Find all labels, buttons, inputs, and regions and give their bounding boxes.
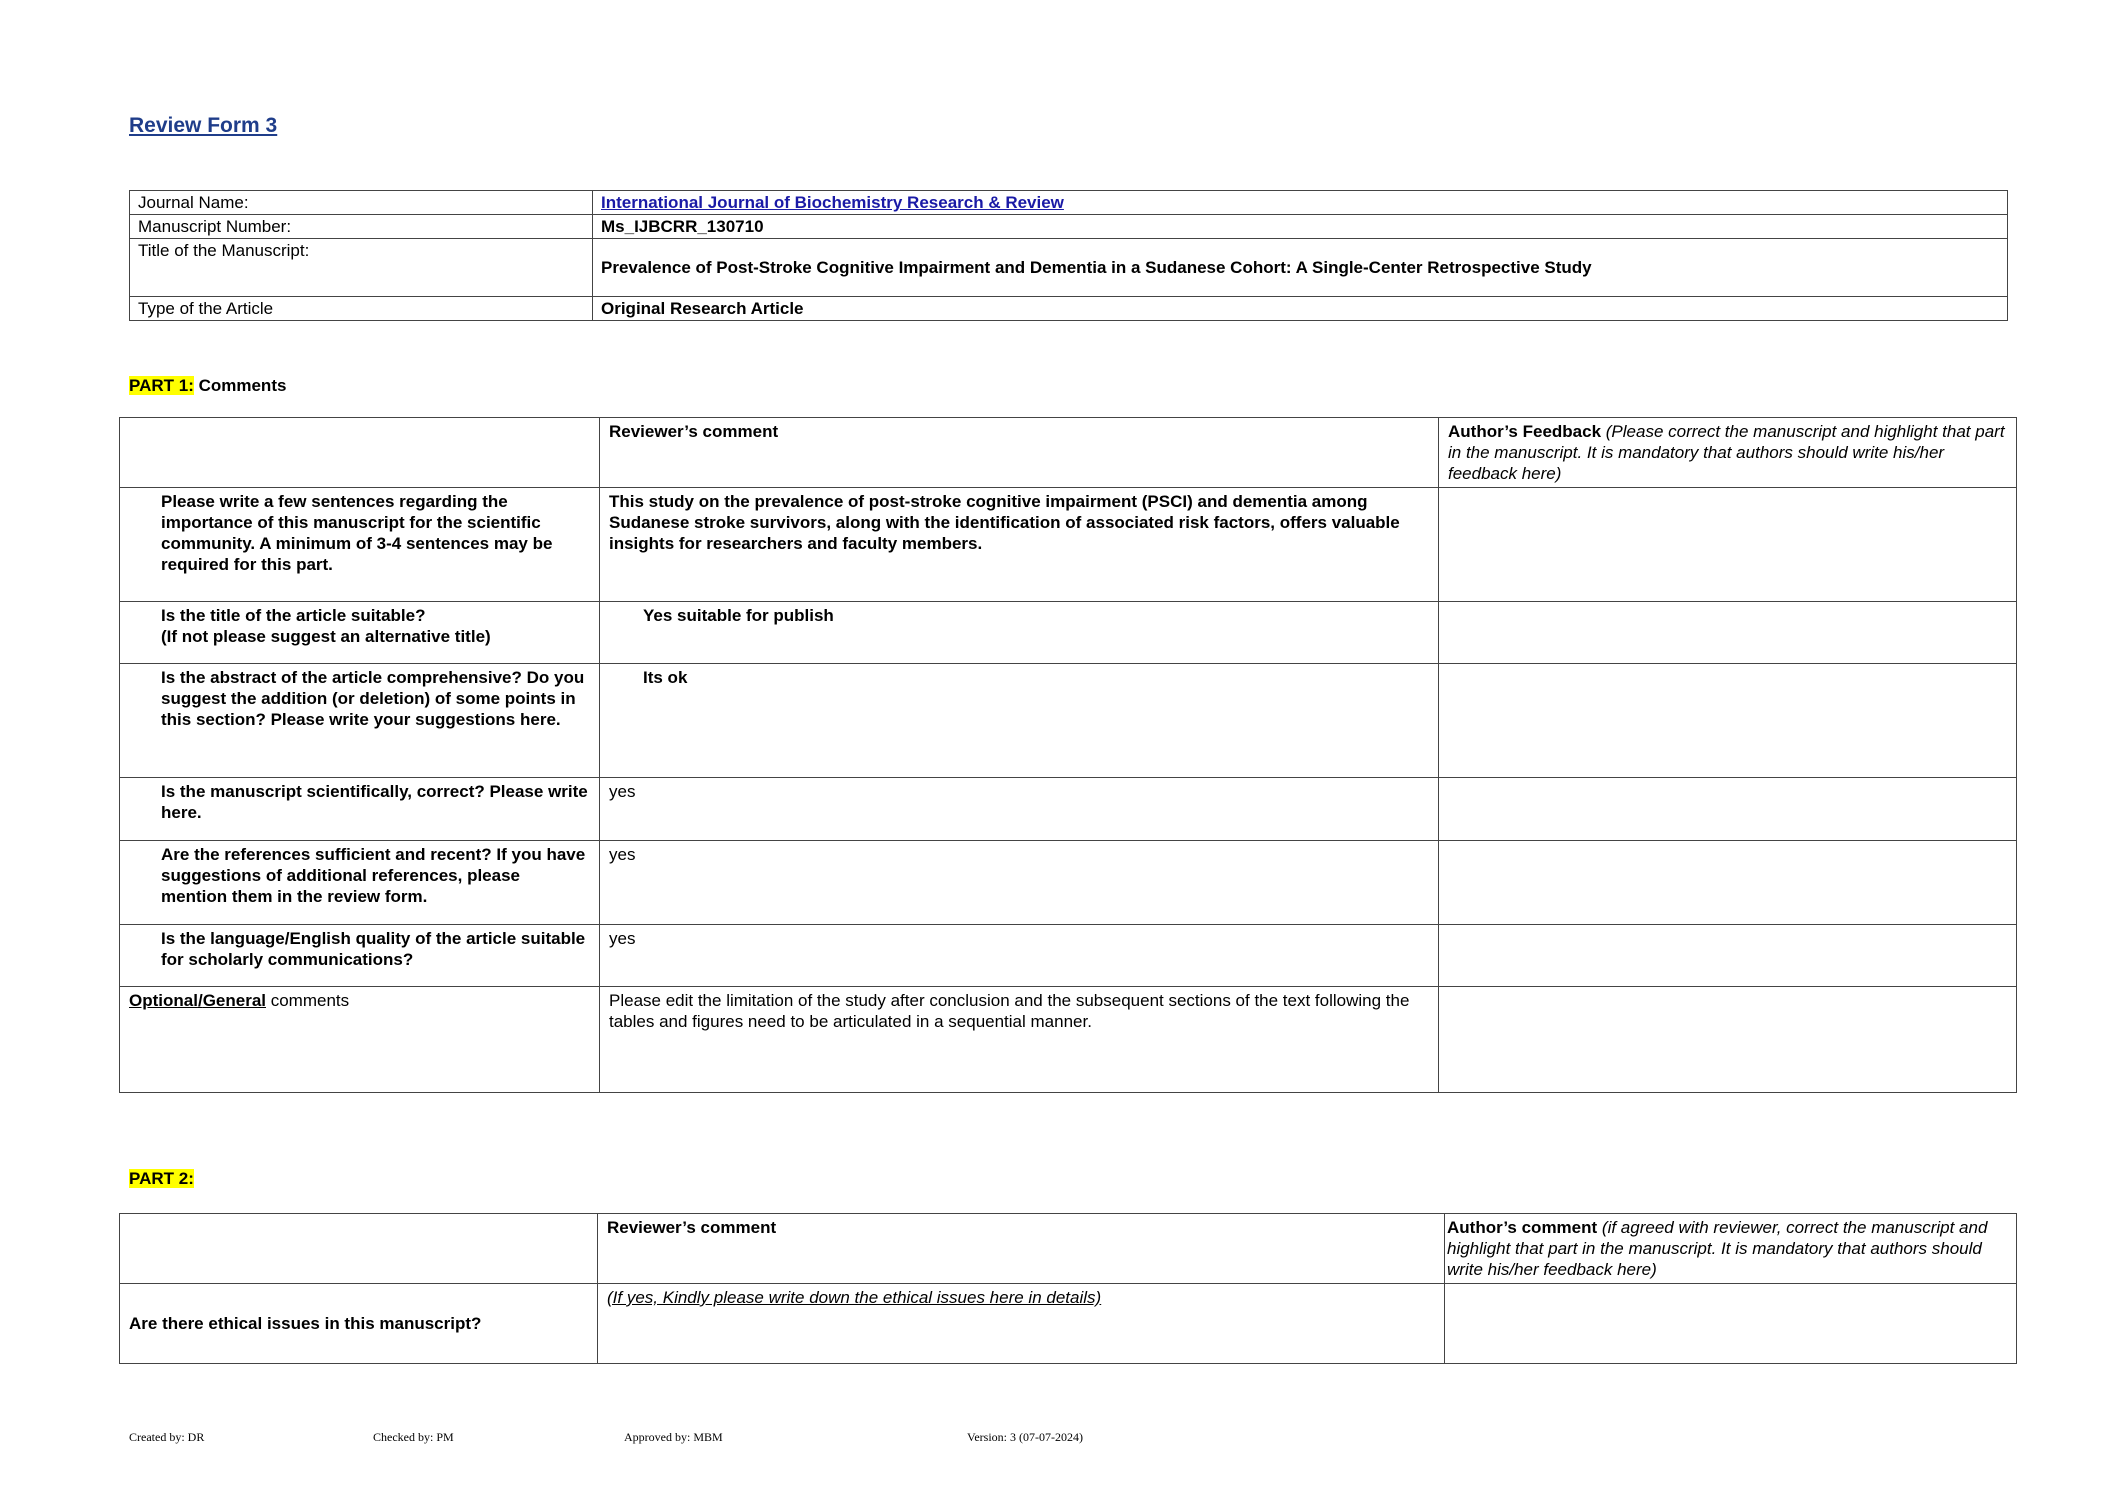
manuscript-title-row [130,239,2008,297]
manuscript-number-value: Ms_IJBCRR_130710 [593,215,2008,239]
journal-name-link[interactable]: International Journal of Biochemistry Research & Review [601,193,1064,212]
feedback-scientific[interactable] [1439,778,2017,841]
question-language: Is the language/English quality of the article suitable for scholarly communications? [120,925,600,987]
part1-author-header [1439,418,2017,488]
manuscript-number-row [130,215,2008,239]
article-type-label: Type of the Article [130,297,593,321]
part1-comments-table [119,417,2017,1093]
part2-author-header-note: (if agreed with reviewer, correct the manuscript and highlight that part in the manuscript. It is mandatory that authors should write his/her feedback here) [1447,1218,1988,1279]
form-title: Review Form 3 [129,114,278,137]
part2-author-header-bold: Author’s comment [1447,1218,1598,1237]
optional-label-b: General [202,991,266,1010]
table-row [120,602,2017,664]
part2-heading [129,1169,194,1189]
table-row [120,925,2017,987]
question-references: Are the references sufficient and recent? If you have suggestions of additional references, please mention them in the review form. [120,841,600,925]
part1-reviewer-header: Reviewer’s comment [600,418,1439,488]
feedback-language[interactable] [1439,925,2017,987]
footer-created-by: Created by: DR [129,1430,205,1444]
footer-version: Version: 3 (07-07-2024) [967,1430,1083,1444]
table-row [120,1284,2017,1364]
comment-title: Yes suitable for publish [600,602,1439,664]
part2-author-header [1445,1214,2017,1284]
table-row [120,778,2017,841]
optional-label-a: Optional [129,991,198,1010]
article-type-value: Original Research Article [593,297,2008,321]
article-type-row [130,297,2008,321]
part1-header-row [120,418,2017,488]
manuscript-number-label: Manuscript Number: [130,215,593,239]
comment-language: yes [600,925,1439,987]
feedback-title[interactable] [1439,602,2017,664]
manuscript-title-label: Title of the Manuscript: [130,239,593,297]
question-scientific: Is the manuscript scientifically, correct? Please write here. [120,778,600,841]
part2-header-blank [120,1214,598,1284]
manuscript-title-value: Prevalence of Post-Stroke Cognitive Impairment and Dementia in a Sudanese Cohort: A Single-Center Retrospective Study [593,239,2008,297]
question-abstract: Is the abstract of the article comprehensive? Do you suggest the addition (or deletion) of some points in this section? Please write your suggestions here. [120,664,600,778]
footer-approved-by: Approved by: MBM [624,1430,723,1444]
optional-comment: Please edit the limitation of the study after conclusion and the subsequent sections of the text following the tables and figures need to be articulated in a sequential manner. [600,987,1439,1093]
feedback-optional[interactable] [1439,987,2017,1093]
optional-comments-row [120,987,2017,1093]
feedback-abstract[interactable] [1439,664,2017,778]
ethical-issues-hint: (If yes, Kindly please write down the ethical issues here in details) [607,1288,1102,1307]
optional-label-rest: comments [266,991,350,1010]
part2-ethics-table [119,1213,2017,1364]
part1-heading-highlight: PART 1: [129,376,194,395]
comment-importance: This study on the prevalence of post-stroke cognitive impairment (PSCI) and dementia among Sudanese stroke survivors, along with the identification of associated risk factors, offers valuable insights for researchers and faculty members. [600,488,1439,602]
question-title [120,602,600,664]
comment-abstract: Its ok [600,664,1439,778]
optional-label-sep: / [197,991,203,1010]
question-title-line1: Is the title of the article suitable? [161,606,426,625]
part2-reviewer-header: Reviewer’s comment [598,1214,1445,1284]
ethical-issues-question: Are there ethical issues in this manuscript? [120,1284,598,1364]
feedback-references[interactable] [1439,841,2017,925]
feedback-importance[interactable] [1439,488,2017,602]
part1-author-header-note: (Please correct the manuscript and highlight that part in the manuscript. It is mandatory that authors should write his/her feedback here) [1448,422,2005,483]
journal-label: Journal Name: [130,191,593,215]
comment-scientific: yes [600,778,1439,841]
manuscript-info-table [129,190,2008,321]
part1-author-header-bold: Author’s Feedback [1448,422,1602,441]
ethical-issues-feedback[interactable] [1445,1284,2017,1364]
part1-header-blank [120,418,600,488]
table-row [120,664,2017,778]
part2-header-row [120,1214,2017,1284]
part1-heading [129,376,286,396]
optional-general-label [120,987,600,1093]
ethical-issues-comment[interactable] [598,1284,1445,1364]
question-importance: Please write a few sentences regarding the importance of this manuscript for the scientific community. A minimum of 3-4 sentences may be required for this part. [120,488,600,602]
comment-references: yes [600,841,1439,925]
part2-heading-highlight: PART 2: [129,1169,194,1188]
footer-checked-by: Checked by: PM [373,1430,454,1444]
question-title-line2: (If not please suggest an alternative title) [161,627,491,646]
part1-heading-rest: Comments [193,376,287,395]
table-row [120,841,2017,925]
journal-row [130,191,2008,215]
table-row [120,488,2017,602]
